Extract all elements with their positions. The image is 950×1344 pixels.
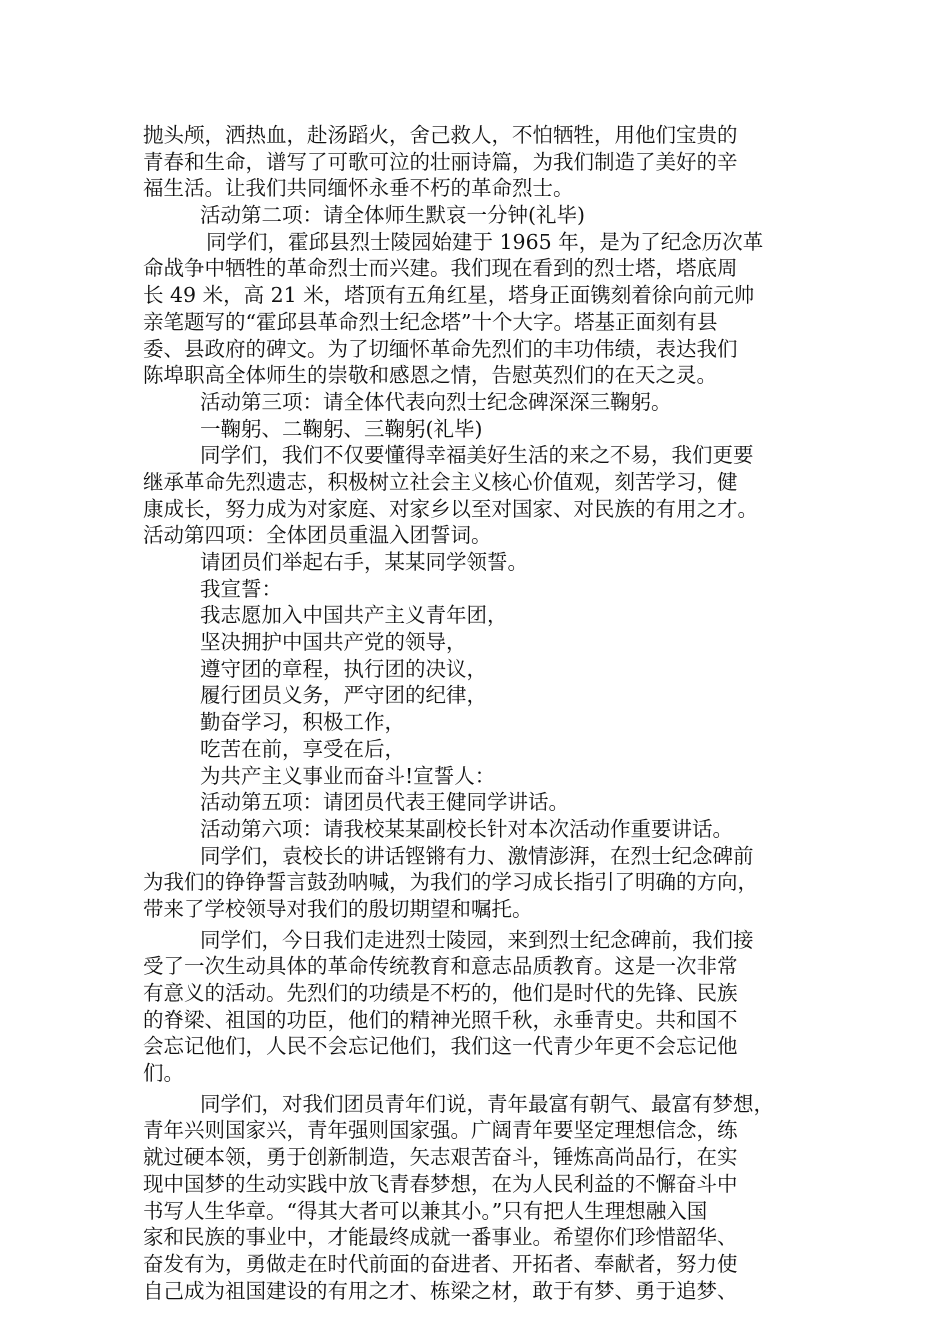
paragraph-line: 康成长，努力成为对家庭、对家乡以至对国家、对民族的有用之才。 <box>143 496 758 521</box>
paragraph-line: 青春和生命，谱写了可歌可泣的壮丽诗篇，为我们制造了美好的辛 <box>143 149 738 174</box>
activity-heading: 活动第四项：全体团员重温入团誓词。 <box>143 523 492 548</box>
paragraph-line: 书写人生华章。“得其大者可以兼其小。”只有把人生理想融入国 <box>143 1198 708 1223</box>
activity-heading: 活动第三项：请全体代表向烈士纪念碑深深三鞠躬。 <box>200 389 672 414</box>
paragraph-line: 长 49 米，高 21 米，塔顶有五角红星，塔身正面镌刻着徐向前元帅 <box>143 283 755 308</box>
paragraph-line: 亲笔题写的“霍邱县革命烈士纪念塔”十个大字。塔基正面刻有县 <box>143 309 718 334</box>
oath-line: 坚决拥护中国共产党的领导， <box>200 630 467 655</box>
paragraph-line: 受了一次生动具体的革命传统教育和意志品质教育。这是一次非常 <box>143 954 738 979</box>
paragraph-line: 委、县政府的碑文。为了切缅怀革命先烈们的丰功伟绩，表达我们 <box>143 336 738 361</box>
paragraph-line: 同学们，袁校长的讲话铿锵有力、激情澎湃，在烈士纪念碑前 <box>200 843 754 868</box>
oath-line: 为共产主义事业而奋斗!宣誓人： <box>200 763 496 788</box>
oath-line: 履行团员义务，严守团的纪律， <box>200 683 487 708</box>
paragraph-line: 抛头颅，洒热血，赴汤蹈火，舍己救人，不怕牺牲，用他们宝贵的 <box>143 123 738 147</box>
paragraph-line: 奋发有为，勇做走在时代前面的奋进者、开拓者、奉献者，努力使 <box>143 1251 738 1276</box>
activity-heading: 活动第六项：请我校某某副校长针对本次活动作重要讲话。 <box>200 816 733 841</box>
paragraph-line: 就过硬本领，勇于创新制造，矢志艰苦奋斗，锤炼高尚品行，在实 <box>143 1145 738 1170</box>
activity-heading: 活动第五项：请团员代表王健同学讲话。 <box>200 790 569 815</box>
paragraph-line: 为我们的铮铮誓言鼓劲呐喊，为我们的学习成长指引了明确的方向， <box>143 870 758 895</box>
paragraph-line: 有意义的活动。先烈们的功绩是不朽的，他们是时代的先锋、民族 <box>143 981 738 1005</box>
oath-line: 勤奋学习，积极工作， <box>200 710 405 735</box>
paragraph-line: 的脊梁、祖国的功臣，他们的精神光照千秋，永垂青史。共和国不 <box>143 1007 738 1032</box>
activity-heading: 活动第二项：请全体师生默哀一分钟(礼毕) <box>200 203 585 228</box>
paragraph-line: 现中国梦的生动实践中放飞青春梦想，在为人民利益的不懈奋斗中 <box>143 1171 738 1196</box>
paragraph-line: 同学们，我们不仅要懂得幸福美好生活的来之不易，我们更要 <box>200 443 754 468</box>
oath-line: 我志愿加入中国共产主义青年团， <box>200 603 508 628</box>
oath-line: 吃苦在前，享受在后， <box>200 736 405 761</box>
document-body <box>143 122 823 1304</box>
paragraph-line: 同学们，今日我们走进烈士陵园，来到烈士纪念碑前，我们接 <box>200 927 754 952</box>
paragraph-line: 会忘记他们，人民不会忘记他们，我们这一代青少年更不会忘记他 <box>143 1034 738 1059</box>
oath-line: 我宣誓： <box>200 576 282 601</box>
paragraph-line: 自己成为祖国建设的有用之才、栋梁之材，敢于有梦、勇于追梦、 <box>143 1278 738 1303</box>
paragraph-line: 命战争中牺牲的革命烈士而兴建。我们现在看到的烈士塔，塔底周 <box>143 256 738 281</box>
paragraph-line: 同学们，霍邱县烈士陵园始建于 1965 年，是为了纪念历次革 <box>206 229 764 254</box>
paragraph-line: 们。 <box>143 1061 184 1086</box>
paragraph-line: 一鞠躬、二鞠躬、三鞠躬(礼毕) <box>200 416 483 441</box>
paragraph-line: 请团员们举起右手，某某同学领誓。 <box>200 550 528 574</box>
paragraph-line: 家和民族的事业中，才能最终成就一番事业。希望你们珍惜韶华、 <box>143 1225 738 1250</box>
oath-line: 遵守团的章程，执行团的决议， <box>200 656 487 681</box>
paragraph-line: 同学们，对我们团员青年们说，青年最富有朝气、最富有梦想， <box>200 1091 774 1116</box>
paragraph-line: 青年兴则国家兴，青年强则国家强。广阔青年要坚定理想信念，练 <box>143 1118 738 1143</box>
paragraph-line: 带来了学校领导对我们的殷切期望和嘱托。 <box>143 896 533 921</box>
paragraph-line: 继承革命先烈遗志，积极树立社会主义核心价值观，刻苦学习，健 <box>143 469 738 494</box>
paragraph-line: 陈埠职高全体师生的崇敬和感恩之情，告慰英烈们的在天之灵。 <box>143 363 717 388</box>
paragraph-line: 福生活。让我们共同缅怀永垂不朽的革命烈士。 <box>143 176 574 201</box>
